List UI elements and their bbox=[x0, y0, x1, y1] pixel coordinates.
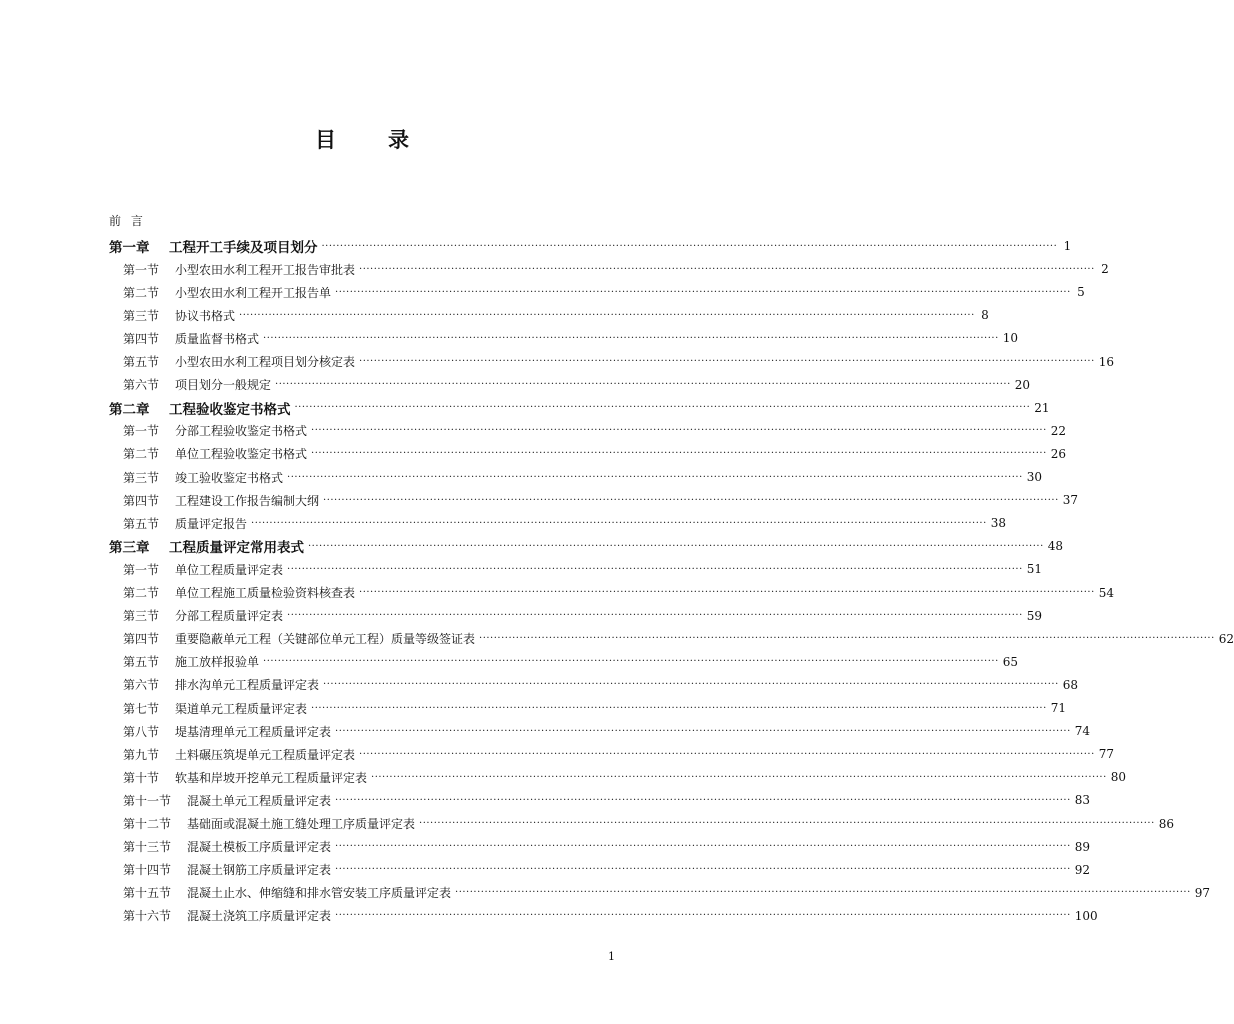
toc-leader-dots: ········································································································································································································ bbox=[311, 425, 1047, 437]
toc-entry-label: 第二章 bbox=[109, 401, 150, 418]
toc-entry-label: 第一章 bbox=[109, 240, 150, 256]
toc-leader-dots: ········································································································································································································ bbox=[311, 448, 1047, 460]
toc-leader-dots: ········································································································································································································ bbox=[335, 794, 1071, 806]
toc-entry-title: 工程验收鉴定书格式 bbox=[169, 401, 291, 418]
toc-entry-page: 20 bbox=[1014, 377, 1031, 392]
toc-entry-title: 基础面或混凝土施工缝处理工序质量评定表 bbox=[187, 817, 416, 831]
toc-entry-label: 第十五节 bbox=[123, 886, 172, 901]
toc-entry-label: 第二节 bbox=[123, 447, 160, 462]
toc-entry-title: 混凝土单元工程质量评定表 bbox=[187, 793, 332, 808]
preface-label: 前 言 bbox=[109, 214, 146, 228]
toc-entry-page: 48 bbox=[1047, 539, 1064, 554]
toc-leader-dots: ········································································································································································································ bbox=[263, 656, 999, 668]
toc-entry-title: 协议书格式 bbox=[175, 308, 236, 323]
toc-chapter-entry[interactable] bbox=[109, 236, 1072, 256]
toc-entry-page: 74 bbox=[1074, 724, 1091, 739]
toc-section-entry[interactable] bbox=[109, 837, 1091, 857]
toc-entry-label: 第五节 bbox=[123, 355, 160, 369]
toc-section-entry[interactable] bbox=[109, 652, 1019, 672]
toc-entry-title: 施工放样报验单 bbox=[175, 655, 260, 670]
toc-section-entry[interactable] bbox=[109, 698, 1067, 718]
toc-leader-dots: ········································································································································································································ bbox=[275, 379, 1011, 391]
toc-leader-dots: ········································································································································································································ bbox=[371, 771, 1107, 783]
toc-entry-page: 2 bbox=[1101, 262, 1109, 277]
toc-entry-label: 第六节 bbox=[123, 378, 160, 393]
toc-entry-page: 16 bbox=[1098, 354, 1115, 369]
toc-entry-label: 第四节 bbox=[123, 632, 160, 647]
toc-entry-label: 第五节 bbox=[123, 516, 160, 531]
toc-entry-page: 62 bbox=[1218, 631, 1234, 646]
toc-leader-dots: ········································································································································································································ bbox=[479, 633, 1215, 645]
toc-section-entry[interactable] bbox=[109, 328, 1019, 348]
toc-leader-dots: ········································································································································································································ bbox=[335, 286, 1071, 298]
toc-entry-title: 混凝土钢筋工序质量评定表 bbox=[187, 863, 332, 878]
toc-entry-label: 第三节 bbox=[123, 609, 160, 624]
toc-entry-label: 第五节 bbox=[123, 655, 160, 670]
toc-entry-page: 68 bbox=[1062, 677, 1079, 692]
toc-entry-label: 第一节 bbox=[123, 562, 160, 577]
toc-entry-title: 堤基清理单元工程质量评定表 bbox=[175, 724, 332, 739]
toc-leader-dots: ········································································································································································································ bbox=[311, 702, 1047, 714]
toc-entry-label: 第十四节 bbox=[123, 863, 172, 878]
toc-leader-dots: ········································································································································································································ bbox=[251, 517, 987, 529]
toc-entry-page: 8 bbox=[981, 308, 989, 323]
toc-entry-label: 第一节 bbox=[123, 262, 160, 277]
toc-entry-label: 第三节 bbox=[123, 470, 160, 485]
toc-entry-title: 分部工程质量评定表 bbox=[175, 609, 284, 624]
toc-entry-title: 混凝土模板工序质量评定表 bbox=[187, 840, 332, 855]
toc-section-entry[interactable] bbox=[109, 721, 1091, 741]
toc-entry-label: 第六节 bbox=[123, 678, 160, 693]
toc-entry-label: 第四节 bbox=[123, 331, 160, 346]
toc-entry-title: 小型农田水利工程项目划分核定表 bbox=[175, 355, 356, 369]
toc-leader-dots: ········································································································································································································ bbox=[321, 240, 1058, 252]
toc-leader-dots: ········································································································································································································ bbox=[455, 887, 1191, 899]
toc-leader-dots: ········································································································································································································ bbox=[287, 471, 1023, 483]
toc-entry-label: 第十一节 bbox=[123, 793, 172, 808]
toc-entry-title: 单位工程验收鉴定书格式 bbox=[175, 447, 308, 462]
toc-section-entry[interactable] bbox=[109, 259, 1109, 279]
title-char-1: 目 bbox=[315, 127, 336, 152]
toc-leader-dots: ········································································································································································································ bbox=[323, 679, 1059, 691]
toc-entry-title: 单位工程质量评定表 bbox=[175, 562, 284, 577]
toc-entry-page: 65 bbox=[1002, 654, 1019, 669]
toc-leader-dots: ········································································································································································································ bbox=[335, 864, 1071, 876]
toc-entry-label: 第十三节 bbox=[123, 840, 172, 855]
toc-section-entry[interactable] bbox=[109, 467, 1043, 487]
toc-section-entry[interactable] bbox=[109, 767, 1127, 787]
toc-chapter-entry[interactable] bbox=[109, 398, 1050, 418]
toc-entry-title: 小型农田水利工程开工报告单 bbox=[175, 285, 332, 300]
toc-section-entry[interactable] bbox=[109, 282, 1085, 302]
toc-entry-label: 第九节 bbox=[123, 747, 160, 762]
toc-entry-title: 混凝土止水、伸缩缝和排水管安装工序质量评定表 bbox=[187, 886, 452, 901]
toc-entry-title: 排水沟单元工程质量评定表 bbox=[175, 678, 320, 693]
toc-section-entry[interactable] bbox=[109, 629, 1234, 649]
toc-entry-label: 第十二节 bbox=[123, 817, 172, 831]
toc-entry-title: 重要隐蔽单元工程（关键部位单元工程）质量等级签证表 bbox=[175, 632, 476, 647]
toc-entry-label: 第八节 bbox=[123, 724, 160, 739]
toc-entry-page: 38 bbox=[990, 516, 1007, 531]
toc-section-entry[interactable] bbox=[109, 814, 1175, 834]
toc-entry-title: 项目划分一般规定 bbox=[175, 378, 272, 393]
toc-leader-dots: ········································································································································································································ bbox=[335, 910, 1071, 922]
toc-section-entry[interactable] bbox=[109, 883, 1211, 903]
toc-entry-page: 97 bbox=[1194, 885, 1211, 900]
toc-entry-page: 26 bbox=[1050, 446, 1067, 461]
toc-leader-dots: ········································································································································································································ bbox=[359, 748, 1095, 760]
toc-entry-page: 5 bbox=[1077, 285, 1085, 300]
toc-entry-title: 工程质量评定常用表式 bbox=[169, 540, 304, 557]
toc-entry-label: 第三节 bbox=[123, 308, 160, 323]
toc-leader-dots: ········································································································································································································ bbox=[294, 402, 1031, 414]
toc-leader-dots: ········································································································································································································ bbox=[359, 356, 1095, 367]
toc-entry-page: 10 bbox=[1002, 331, 1019, 346]
toc-section-entry[interactable] bbox=[109, 606, 1043, 626]
toc-leader-dots: ········································································································································································································ bbox=[335, 725, 1071, 737]
toc-entry-label: 第三章 bbox=[109, 540, 150, 557]
toc-entry-page: 30 bbox=[1026, 470, 1043, 484]
toc-section-entry[interactable] bbox=[109, 583, 1115, 603]
toc-section-entry[interactable] bbox=[109, 860, 1091, 880]
toc-entry-label: 第二节 bbox=[123, 586, 160, 600]
toc-entry-title: 工程建设工作报告编制大纲 bbox=[175, 493, 320, 508]
toc-leader-dots: ········································································································································································································ bbox=[359, 263, 1095, 275]
toc-leader-dots: ········································································································································································································ bbox=[263, 332, 999, 344]
toc-leader-dots: ········································································································································································································ bbox=[419, 818, 1155, 829]
toc-section-entry[interactable] bbox=[109, 744, 1115, 764]
toc-section-entry[interactable] bbox=[109, 675, 1079, 695]
page-number: 1 bbox=[608, 950, 615, 963]
toc-chapter-entry[interactable] bbox=[109, 536, 1064, 557]
toc-section-entry[interactable] bbox=[109, 352, 1115, 372]
toc-entry-title: 渠道单元工程质量评定表 bbox=[175, 701, 308, 716]
toc-section-entry[interactable] bbox=[109, 490, 1079, 510]
toc-entry-label: 第十节 bbox=[123, 770, 160, 785]
toc-entry-title: 竣工验收鉴定书格式 bbox=[175, 470, 284, 485]
toc-entry-page: 92 bbox=[1074, 862, 1091, 877]
toc-entry-title: 软基和岸坡开挖单元工程质量评定表 bbox=[175, 770, 368, 785]
toc-section-entry[interactable] bbox=[109, 790, 1091, 810]
toc-section-entry[interactable] bbox=[109, 513, 1007, 533]
toc-entry-page: 51 bbox=[1026, 562, 1043, 577]
toc-entry-page: 37 bbox=[1062, 493, 1079, 508]
toc-leader-dots: ········································································································································································································ bbox=[308, 540, 1044, 552]
toc-entry-title: 土料碾压筑堤单元工程质量评定表 bbox=[175, 747, 356, 762]
toc-section-entry[interactable] bbox=[109, 444, 1067, 464]
title-char-2: 录 bbox=[388, 127, 409, 152]
toc-entry-label: 第一节 bbox=[123, 424, 160, 439]
toc-entry-page: 22 bbox=[1050, 423, 1067, 438]
toc-leader-dots: ········································································································································································································ bbox=[359, 587, 1095, 598]
toc-entry-label: 第四节 bbox=[123, 493, 160, 508]
toc-leader-dots: ········································································································································································································ bbox=[287, 610, 1023, 622]
toc-entry-title: 分部工程验收鉴定书格式 bbox=[175, 424, 308, 439]
toc-entry-label: 第二节 bbox=[123, 285, 160, 300]
toc-entry-title: 工程开工手续及项目划分 bbox=[169, 240, 318, 256]
toc-leader-dots: ········································································································································································································ bbox=[287, 563, 1023, 575]
toc-section-entry[interactable] bbox=[109, 906, 1098, 926]
toc-leader-dots: ········································································································································································································ bbox=[335, 841, 1071, 853]
toc-entry-page: 59 bbox=[1026, 608, 1043, 623]
toc-entry-page: 1 bbox=[1063, 239, 1072, 253]
toc-entry-title: 混凝土浇筑工序质量评定表 bbox=[187, 909, 332, 924]
toc-entry-title: 小型农田水利工程开工报告审批表 bbox=[175, 262, 356, 277]
toc-entry-page: 83 bbox=[1074, 793, 1091, 808]
toc-leader-dots: ········································································································································································································ bbox=[239, 309, 975, 321]
toc-entry-label: 第七节 bbox=[123, 701, 160, 716]
toc-entry-page: 54 bbox=[1098, 585, 1115, 600]
toc-entry-page: 100 bbox=[1074, 908, 1098, 923]
toc-section-entry[interactable] bbox=[109, 559, 1043, 579]
toc-section-entry[interactable] bbox=[109, 375, 1031, 395]
toc-entry-page: 21 bbox=[1034, 400, 1050, 415]
toc-leader-dots: ········································································································································································································ bbox=[323, 494, 1059, 506]
toc-entry-label: 第十六节 bbox=[123, 909, 172, 924]
toc-section-entry[interactable] bbox=[109, 421, 1067, 441]
toc-entry-title: 单位工程施工质量检验资料核查表 bbox=[175, 586, 356, 600]
toc-entry-page: 86 bbox=[1158, 816, 1175, 831]
toc-entry-page: 80 bbox=[1110, 770, 1127, 785]
toc-section-entry[interactable] bbox=[109, 305, 989, 325]
toc-entry-title: 质量监督书格式 bbox=[175, 331, 260, 346]
toc-entry-page: 89 bbox=[1074, 839, 1091, 854]
toc-entry-title: 质量评定报告 bbox=[175, 516, 248, 531]
toc-entry-page: 77 bbox=[1098, 747, 1115, 762]
toc-entry-page: 71 bbox=[1050, 701, 1067, 715]
